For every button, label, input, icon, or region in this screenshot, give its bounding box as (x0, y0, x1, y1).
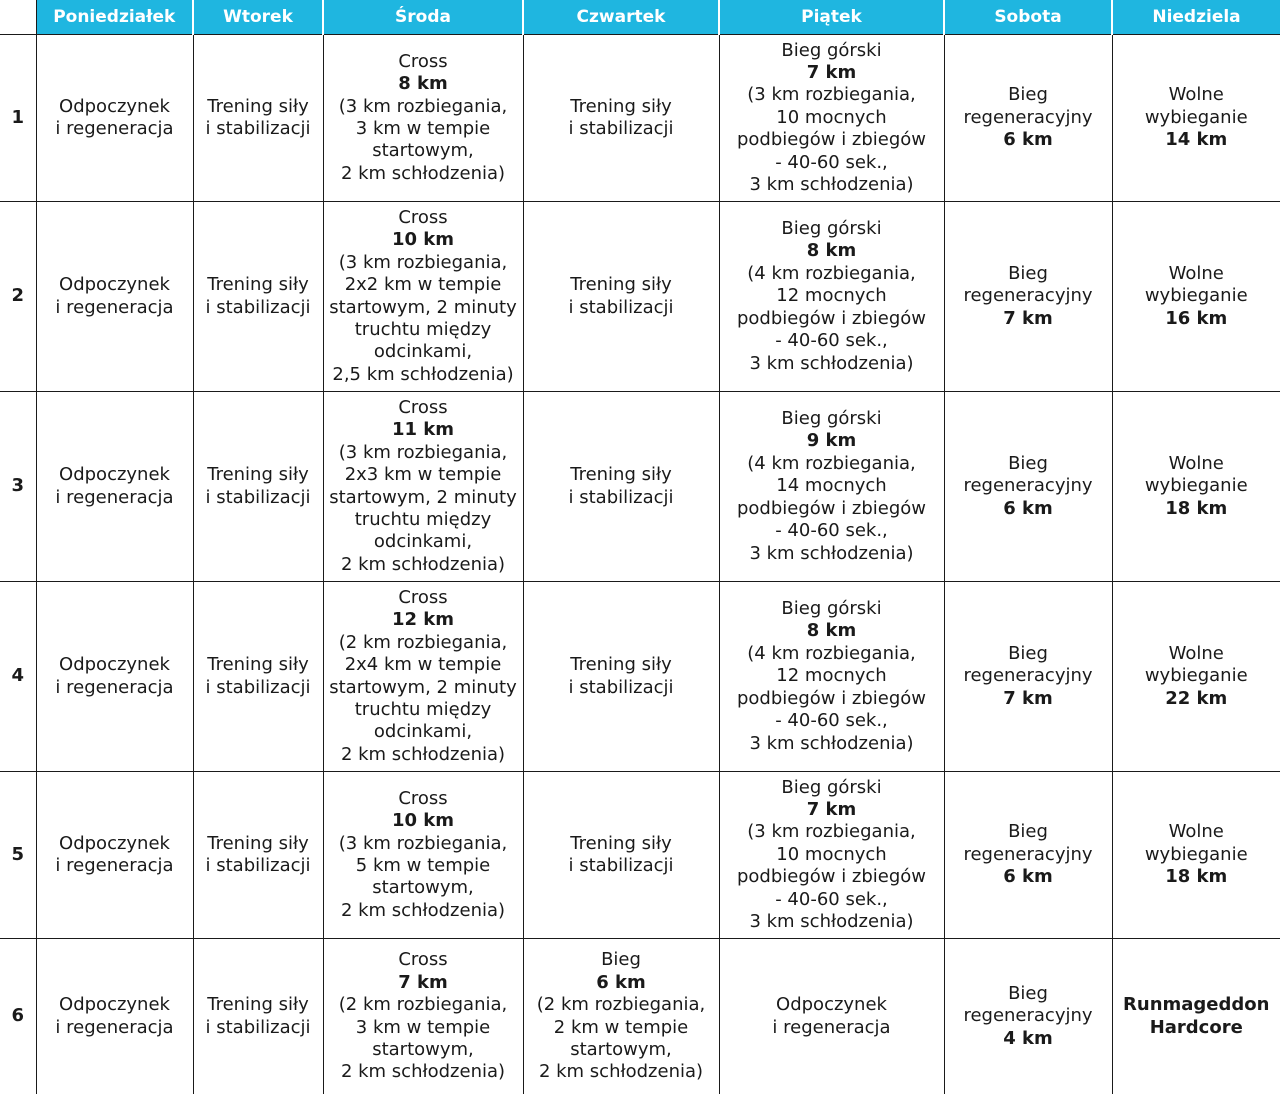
cell-line: Bieg (1008, 262, 1048, 284)
table-row (0, 35, 1280, 202)
cell-line: Odpoczynek (59, 274, 170, 296)
cell-line: truchtu między (354, 698, 492, 720)
cell-line: 8 km (806, 620, 857, 642)
cell-line: odcinkami, (373, 531, 473, 553)
cell-line: i stabilizacji (205, 1016, 311, 1038)
cell-line: Trening siły (207, 464, 309, 486)
cell-line: Wolne (1168, 84, 1224, 106)
cell-friday (719, 582, 944, 772)
cell-line: Wolne (1168, 642, 1224, 664)
cell-line: startowym, (372, 1038, 474, 1060)
cell-monday (36, 939, 193, 1095)
cell-tuesday (193, 35, 323, 202)
cell-line: i regeneracja (55, 118, 174, 139)
cell-line: podbiegów i zbiegów (736, 497, 927, 519)
cell-line: truchtu między (354, 318, 492, 340)
cell-line: startowym, (372, 877, 474, 899)
week-number: 5 (0, 772, 36, 939)
cell-line: 2x3 km w tempie (344, 464, 502, 486)
cell-line: (2 km rozbiegania, (338, 994, 508, 1016)
cell-line: startowym, 2 minuty (329, 676, 517, 698)
cell-wednesday (323, 392, 523, 582)
cell-line: 7 km (806, 61, 857, 83)
cell-line: i regeneracja (772, 1016, 891, 1038)
header-row (0, 0, 1280, 35)
cell-sunday (1112, 392, 1280, 582)
cell-line: Trening siły (570, 832, 672, 854)
cell-wednesday (323, 35, 523, 202)
cell-line: podbiegów i zbiegów (736, 687, 927, 709)
cell-line: Cross (398, 787, 448, 809)
cell-line: i regeneracja (55, 1016, 174, 1038)
cell-line: (3 km rozbiegania, (338, 95, 508, 117)
cell-thursday (523, 35, 719, 202)
cell-line: Trening siły (570, 95, 672, 117)
cell-wednesday (323, 582, 523, 772)
cell-line: regeneracyjny (963, 665, 1093, 687)
cell-line: startowym, 2 minuty (329, 486, 517, 508)
cell-wednesday (323, 202, 523, 392)
header-sunday: Niedziela (1112, 0, 1280, 35)
cell-line: Bieg górski (781, 218, 882, 240)
cell-line: Odpoczynek (776, 994, 887, 1016)
cell-line: i stabilizacji (205, 676, 311, 698)
week-number: 3 (0, 392, 36, 582)
cell-line: wybieganie (1144, 665, 1248, 687)
cell-line: Bieg (1008, 452, 1048, 474)
cell-line: 2x2 km w tempie (344, 274, 502, 296)
cell-line: Odpoczynek (59, 832, 170, 854)
cell-monday (36, 392, 193, 582)
header-tuesday: Wtorek (193, 0, 323, 35)
cell-line: - 40-60 sek., (775, 710, 888, 732)
cell-line: podbiegów i zbiegów (736, 866, 927, 888)
week-number: 1 (0, 35, 36, 202)
cell-line: 2 km w tempie (553, 1016, 689, 1038)
cell-line: podbiegów i zbiegów (736, 129, 927, 151)
cell-line: regeneracyjny (963, 106, 1093, 128)
cell-line: 12 mocnych (776, 285, 887, 307)
cell-line: 7 km (1003, 307, 1053, 329)
cell-line: 3 km schłodzenia) (749, 542, 914, 564)
cell-line: startowym, (570, 1038, 672, 1060)
cell-line: 3 km w tempie (355, 118, 491, 139)
cell-line: Cross (398, 206, 448, 228)
cell-saturday (944, 582, 1112, 772)
cell-thursday (523, 392, 719, 582)
cell-line: Trening siły (207, 274, 309, 296)
cell-thursday (523, 772, 719, 939)
cell-line: Wolne (1168, 262, 1224, 284)
cell-friday (719, 939, 944, 1095)
cell-line: 8 km (398, 73, 448, 95)
cell-line: i stabilizacji (205, 486, 311, 508)
week-number: 2 (0, 202, 36, 392)
cell-line: podbiegów i zbiegów (736, 307, 927, 329)
cell-tuesday (193, 772, 323, 939)
cell-line: 2x4 km w tempie (344, 654, 502, 676)
cell-line: Bieg górski (781, 408, 882, 430)
cell-line: Cross (398, 50, 448, 72)
cell-line: i stabilizacji (205, 118, 311, 139)
cell-line: (3 km rozbiegania, (747, 84, 916, 106)
header-corner (0, 0, 36, 35)
cell-saturday (944, 772, 1112, 939)
cell-line: Cross (398, 949, 448, 971)
cell-line: 14 mocnych (776, 475, 887, 497)
header-thursday: Czwartek (523, 0, 719, 35)
cell-line: 22 km (1165, 687, 1228, 709)
cell-line: startowym, 2 minuty (329, 296, 517, 318)
cell-line: Odpoczynek (59, 464, 170, 486)
cell-line: (3 km rozbiegania, (338, 441, 508, 463)
cell-line: 18 km (1165, 866, 1228, 888)
cell-line: - 40-60 sek., (775, 151, 888, 173)
cell-monday (36, 35, 193, 202)
cell-saturday (944, 392, 1112, 582)
header-friday: Piątek (719, 0, 944, 35)
cell-friday (719, 772, 944, 939)
cell-line: Trening siły (207, 994, 309, 1016)
cell-line: Trening siły (570, 654, 672, 676)
table-row (0, 582, 1280, 772)
cell-line: i stabilizacji (568, 296, 674, 318)
cell-line: 3 km schłodzenia) (749, 174, 914, 196)
cell-line: Trening siły (207, 95, 309, 117)
cell-line: regeneracyjny (963, 1005, 1093, 1027)
cell-line: 12 mocnych (776, 665, 887, 687)
cell-line: wybieganie (1144, 106, 1248, 128)
cell-line: startowym, (372, 140, 474, 162)
cell-line: Odpoczynek (59, 994, 170, 1016)
cell-line: 6 km (1003, 129, 1053, 151)
cell-line: 5 km w tempie (355, 855, 491, 876)
cell-line: 2 km schłodzenia) (340, 1061, 506, 1083)
cell-line: 7 km (398, 971, 448, 993)
cell-line: i stabilizacji (205, 296, 311, 318)
cell-line: 3 km schłodzenia) (749, 352, 914, 374)
cell-line: 9 km (806, 430, 857, 452)
cell-saturday (944, 35, 1112, 202)
cell-line: odcinkami, (373, 721, 473, 743)
cell-line: 10 km (391, 229, 455, 251)
cell-sunday (1112, 582, 1280, 772)
cell-line: wybieganie (1144, 843, 1248, 865)
cell-line: 16 km (1165, 307, 1228, 329)
cell-sunday (1112, 772, 1280, 939)
cell-line: 3 km schłodzenia) (749, 732, 914, 754)
cell-line: odcinkami, (373, 341, 473, 363)
cell-thursday (523, 582, 719, 772)
cell-line: Cross (398, 586, 448, 608)
cell-line: (4 km rozbiegania, (747, 262, 916, 284)
cell-line: 10 mocnych (776, 106, 887, 128)
cell-line: Bieg górski (781, 39, 882, 61)
cell-line: Trening siły (570, 464, 672, 486)
cell-line: regeneracyjny (963, 843, 1093, 865)
cell-line: 2 km schłodzenia) (340, 162, 506, 184)
cell-line: Odpoczynek (59, 654, 170, 676)
cell-sunday (1112, 939, 1280, 1095)
cell-line: (2 km rozbiegania, (536, 994, 706, 1016)
cell-tuesday (193, 392, 323, 582)
cell-line: Bieg (1008, 982, 1048, 1004)
header-monday: Poniedziałek (36, 0, 193, 35)
cell-line: 7 km (1003, 687, 1053, 709)
cell-line: - 40-60 sek., (775, 330, 888, 352)
cell-line: Bieg (1008, 642, 1048, 664)
cell-line: Wolne (1168, 821, 1224, 843)
cell-line: Trening siły (207, 832, 309, 854)
week-number: 6 (0, 939, 36, 1095)
cell-friday (719, 392, 944, 582)
cell-line: i regeneracja (55, 676, 174, 698)
cell-line: i stabilizacji (568, 855, 674, 876)
cell-line: 10 km (391, 810, 455, 832)
cell-line: 6 km (596, 971, 646, 993)
cell-line: 2 km schłodzenia) (538, 1061, 704, 1083)
table-row (0, 772, 1280, 939)
cell-friday (719, 35, 944, 202)
cell-line: Hardcore (1149, 1016, 1243, 1038)
cell-line: regeneracyjny (963, 285, 1093, 307)
cell-saturday (944, 939, 1112, 1095)
cell-line: (3 km rozbiegania, (338, 251, 508, 273)
cell-tuesday (193, 939, 323, 1095)
cell-line: 2 km schłodzenia) (340, 743, 506, 765)
cell-line: 6 km (1003, 497, 1053, 519)
cell-line: i regeneracja (55, 296, 174, 318)
cell-monday (36, 202, 193, 392)
cell-wednesday (323, 772, 523, 939)
cell-line: 10 mocnych (776, 843, 887, 865)
table-row (0, 392, 1280, 582)
cell-line: 7 km (806, 798, 857, 820)
cell-line: - 40-60 sek., (775, 888, 888, 910)
cell-line: 2 km schłodzenia) (340, 899, 506, 921)
cell-line: 4 km (1003, 1027, 1053, 1049)
cell-line: Bieg górski (781, 598, 882, 620)
week-number: 4 (0, 582, 36, 772)
cell-tuesday (193, 202, 323, 392)
cell-line: (4 km rozbiegania, (747, 642, 916, 664)
cell-sunday (1112, 35, 1280, 202)
cell-line: i stabilizacji (568, 118, 674, 139)
cell-line: 2 km schłodzenia) (340, 553, 506, 575)
cell-wednesday (323, 939, 523, 1095)
cell-line: Bieg górski (781, 776, 882, 798)
cell-line: Runmageddon (1123, 994, 1270, 1016)
cell-line: Trening siły (570, 274, 672, 296)
cell-tuesday (193, 582, 323, 772)
cell-friday (719, 202, 944, 392)
cell-line: 8 km (806, 240, 857, 262)
cell-sunday (1112, 202, 1280, 392)
cell-monday (36, 582, 193, 772)
cell-line: Bieg (601, 949, 641, 971)
cell-line: i stabilizacji (205, 855, 311, 876)
cell-line: truchtu między (354, 508, 492, 530)
cell-line: 3 km w tempie (355, 1016, 491, 1038)
cell-line: regeneracyjny (963, 475, 1093, 497)
cell-line: (4 km rozbiegania, (747, 452, 916, 474)
cell-line: 12 km (391, 609, 455, 631)
cell-line: Wolne (1168, 452, 1224, 474)
cell-line: i stabilizacji (568, 676, 674, 698)
cell-line: Cross (398, 396, 448, 418)
cell-saturday (944, 202, 1112, 392)
table-row (0, 939, 1280, 1095)
cell-line: i stabilizacji (568, 486, 674, 508)
cell-line: (3 km rozbiegania, (338, 832, 508, 854)
cell-line: 6 km (1003, 866, 1053, 888)
header-saturday: Sobota (944, 0, 1112, 35)
cell-line: Trening siły (207, 654, 309, 676)
cell-line: Bieg (1008, 84, 1048, 106)
cell-line: 3 km schłodzenia) (749, 911, 914, 933)
header-wednesday: Środa (323, 0, 523, 35)
cell-line: 11 km (391, 419, 455, 441)
cell-thursday (523, 202, 719, 392)
cell-line: wybieganie (1144, 285, 1248, 307)
table-row (0, 202, 1280, 392)
cell-line: Bieg (1008, 821, 1048, 843)
table-body (0, 35, 1280, 1095)
cell-line: 18 km (1165, 497, 1228, 519)
cell-line: - 40-60 sek., (775, 520, 888, 542)
cell-line: 2,5 km schłodzenia) (332, 363, 514, 385)
cell-line: (3 km rozbiegania, (747, 821, 916, 843)
cell-line: (2 km rozbiegania, (338, 631, 508, 653)
cell-line: i regeneracja (55, 486, 174, 508)
cell-line: Odpoczynek (59, 95, 170, 117)
cell-line: i regeneracja (55, 855, 174, 876)
cell-line: wybieganie (1144, 475, 1248, 497)
cell-monday (36, 772, 193, 939)
cell-line: 14 km (1165, 129, 1228, 151)
cell-thursday (523, 939, 719, 1095)
